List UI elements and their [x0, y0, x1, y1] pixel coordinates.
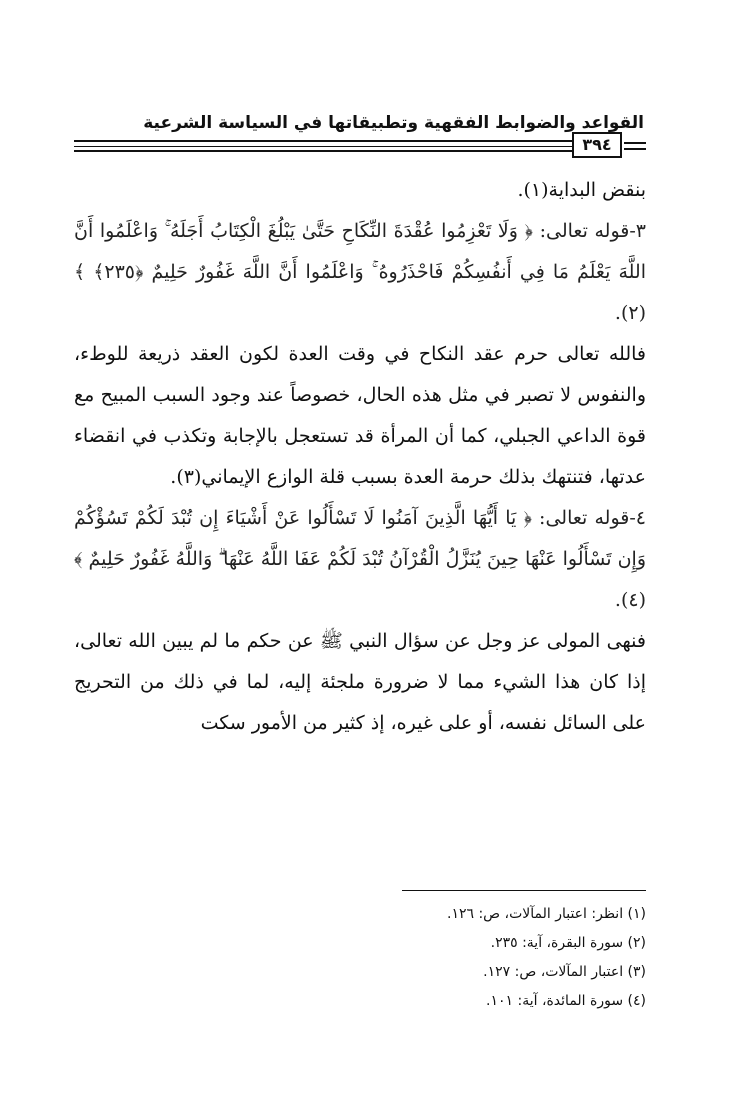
header-rules [74, 135, 646, 164]
footnote: (٤) سورة المائدة، آية: ١٠١. [486, 993, 646, 1009]
paragraph: فالله تعالى حرم عقد النكاح في وقت العدة لكون العقد ذريعة للوطء، والنفوس لا تصبر في مثل هذه الحال، خصوصاً عند وجود السبب المبيح مع قوة الداعي الجبلي، كما أن المرأة قد تستعجل بالإجابة وتكذب في انقضاء عدتها، فتنتهك بذلك حرمة العدة بسبب قلة الوازع الإيماني(٣). [74, 343, 646, 488]
footnote: (٢) سورة البقرة، آية: ٢٣٥. [490, 935, 646, 951]
paragraph-verse-baqarah: ٣-قوله تعالى: ﴿ وَلَا تَعْزِمُوا عُقْدَةَ النِّكَاحِ حَتَّىٰ يَبْلُغَ الْكِتَابُ أَجَلَهُ ۚ وَاعْلَمُوا أَنَّ اللَّهَ يَعْلَمُ مَا فِي أَنفُسِكُمْ فَاحْذَرُوهُ ۚ وَاعْلَمُوا أَنَّ اللَّهَ غَفُورٌ حَلِيمٌ ﴿٢٣٥﴾ ﴾(٢). [74, 220, 646, 324]
header-rule-line [74, 146, 572, 147]
footnote-divider [402, 890, 646, 891]
main-text [74, 170, 646, 744]
page-number: ٣٩٤ [572, 132, 622, 158]
header-rule-line [624, 148, 646, 150]
paragraph-verse-maidah: ٤-قوله تعالى: ﴿ يَا أَيُّهَا الَّذِينَ آمَنُوا لَا تَسْأَلُوا عَنْ أَشْيَاءَ إِن تُبْدَ لَكُمْ تَسُؤْكُمْ وَإِن تَسْأَلُوا عَنْهَا حِينَ يُنَزَّلُ الْقُرْآنُ تُبْدَ لَكُمْ عَفَا اللَّهُ عَنْهَا ۗ وَاللَّهُ غَفُورٌ حَلِيمٌ ﴾(٤). [74, 507, 646, 611]
paragraph: بنقض البداية(١). [517, 179, 646, 201]
header-rule-line [74, 150, 572, 152]
book-title: القواعد والضوابط الفقهية وتطبيقاتها في السياسة الشرعية [143, 113, 644, 133]
running-header [74, 112, 646, 164]
footnote: (٣) اعتبار المآلات، ص: ١٢٧. [483, 964, 646, 980]
header-rule-line [74, 140, 572, 142]
footnote: (١) انظر: اعتبار المآلات، ص: ١٢٦. [447, 906, 646, 922]
header-rule-line [624, 142, 646, 144]
paragraph: فنهى المولى عز وجل عن سؤال النبي ﷺ عن حكم ما لم يبين الله تعالى، إذا كان هذا الشيء مما لا ضرورة ملجئة إليه، لما في ذلك من التحريج على السائل نفسه، أو على غيره، إذ كثير من الأمور سكت [74, 630, 646, 734]
footnotes [246, 900, 646, 1016]
